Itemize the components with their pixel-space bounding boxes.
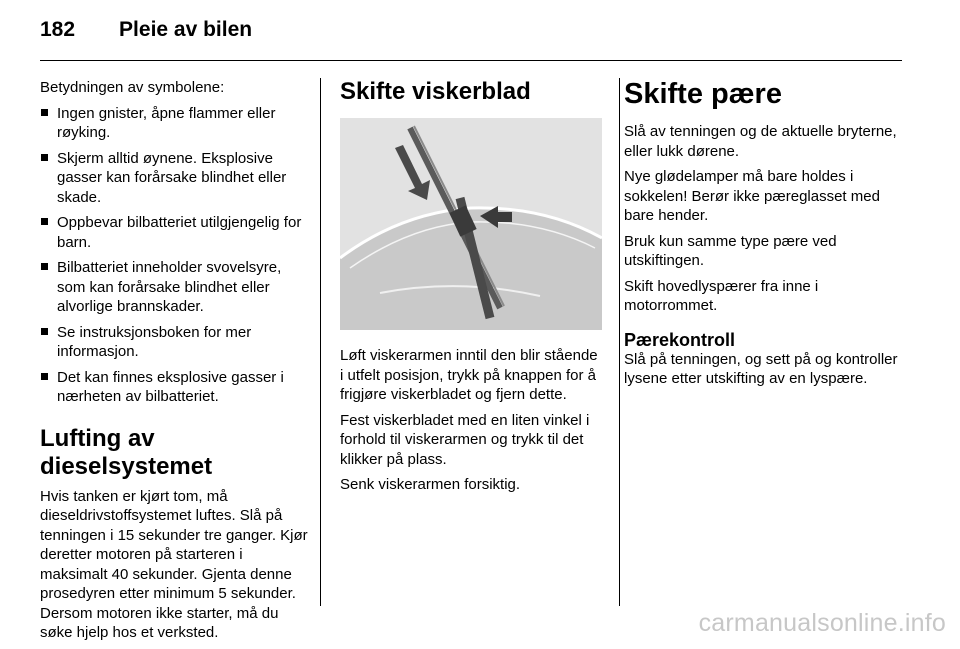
bulb-step-1: Slå av tenningen og de aktuelle bryterne, eller lukk dørene. — [624, 123, 897, 160]
list-item: Se instruksjonsboken for mer informasjon. — [40, 323, 308, 362]
list-item: Ingen gnister, åpne flammer eller røyking. — [40, 104, 308, 143]
bulb-step-3: Bruk kun samme type pære ved utskiftingen. — [624, 232, 837, 269]
section-heading-bulb: Skifte pære — [624, 78, 782, 110]
column-right — [624, 78, 902, 395]
bullet-icon — [41, 373, 48, 380]
bullet-icon — [41, 328, 48, 335]
page-number: 182 — [40, 18, 76, 41]
column-divider-2 — [619, 78, 620, 606]
section-heading-wiper: Skifte viskerblad — [340, 78, 531, 105]
symbol-list — [40, 104, 308, 407]
bullet-icon — [41, 263, 48, 270]
bullet-icon — [41, 218, 48, 225]
list-item: Skjerm alltid øynene. Eksplosive gasser kan forårsake blindhet eller skade. — [40, 149, 308, 208]
symbols-intro: Betydningen av symbolene: — [40, 79, 225, 96]
wiper-step-3: Senk viskerarmen forsiktig. — [340, 476, 521, 493]
page-header — [40, 18, 252, 48]
column-divider-1 — [320, 78, 321, 606]
bulb-check-text: Slå på tenningen, og sett på og kontroller lysene etter utskifting av en lyspære. — [624, 350, 898, 387]
list-item: Det kan finnes eksplosive gasser i nærheten av bilbatteriet. — [40, 368, 308, 407]
section-text-diesel: Hvis tanken er kjørt tom, må dieseldrivstoffsystemet luftes. Slå på tenningen i 15 sekunder tre ganger. Kjør deretter motoren på starteren i maksimalt 40 sekunder. Gjenta denne prosedyren etter minimum 5 sekunder. Dersom motoren ikke starter, må du søke hjelp hos et verksted. — [40, 487, 308, 641]
watermark: carmanualsonline.info — [698, 609, 946, 637]
wiper-step-2: Fest viskerbladet med en liten vinkel i forhold til viskerarmen og trykk til det klikker på plass. — [340, 411, 590, 468]
header-rule — [40, 60, 902, 61]
wiper-step-1: Løft viskerarmen inntil den blir stående i utfelt posisjon, trykk på knappen for å frigjøre viskerbladet og fjern dette. — [340, 347, 598, 403]
bulb-step-2: Nye glødelamper må bare holdes i sokkelen! Berør ikke pæreglasset med bare hender. — [624, 168, 880, 224]
page-title: Pleie av bilen — [119, 18, 253, 41]
bullet-icon — [41, 154, 48, 161]
list-item: Bilbatteriet inneholder svovelsyre, som kan forårsake blindhet eller alvorlige brannskader. — [40, 258, 308, 317]
section-heading-diesel: Lufting av dieselsystemet — [40, 424, 213, 480]
column-left — [40, 78, 308, 649]
subheading-bulb-check: Pærekontroll — [624, 329, 736, 350]
list-item: Oppbevar bilbatteriet utilgjengelig for barn. — [40, 213, 308, 252]
wiper-blade-illustration — [340, 118, 602, 330]
bulb-step-4: Skift hovedlyspærer fra inne i motorrommet. — [624, 277, 819, 314]
bullet-icon — [41, 109, 48, 116]
column-middle — [340, 78, 602, 501]
